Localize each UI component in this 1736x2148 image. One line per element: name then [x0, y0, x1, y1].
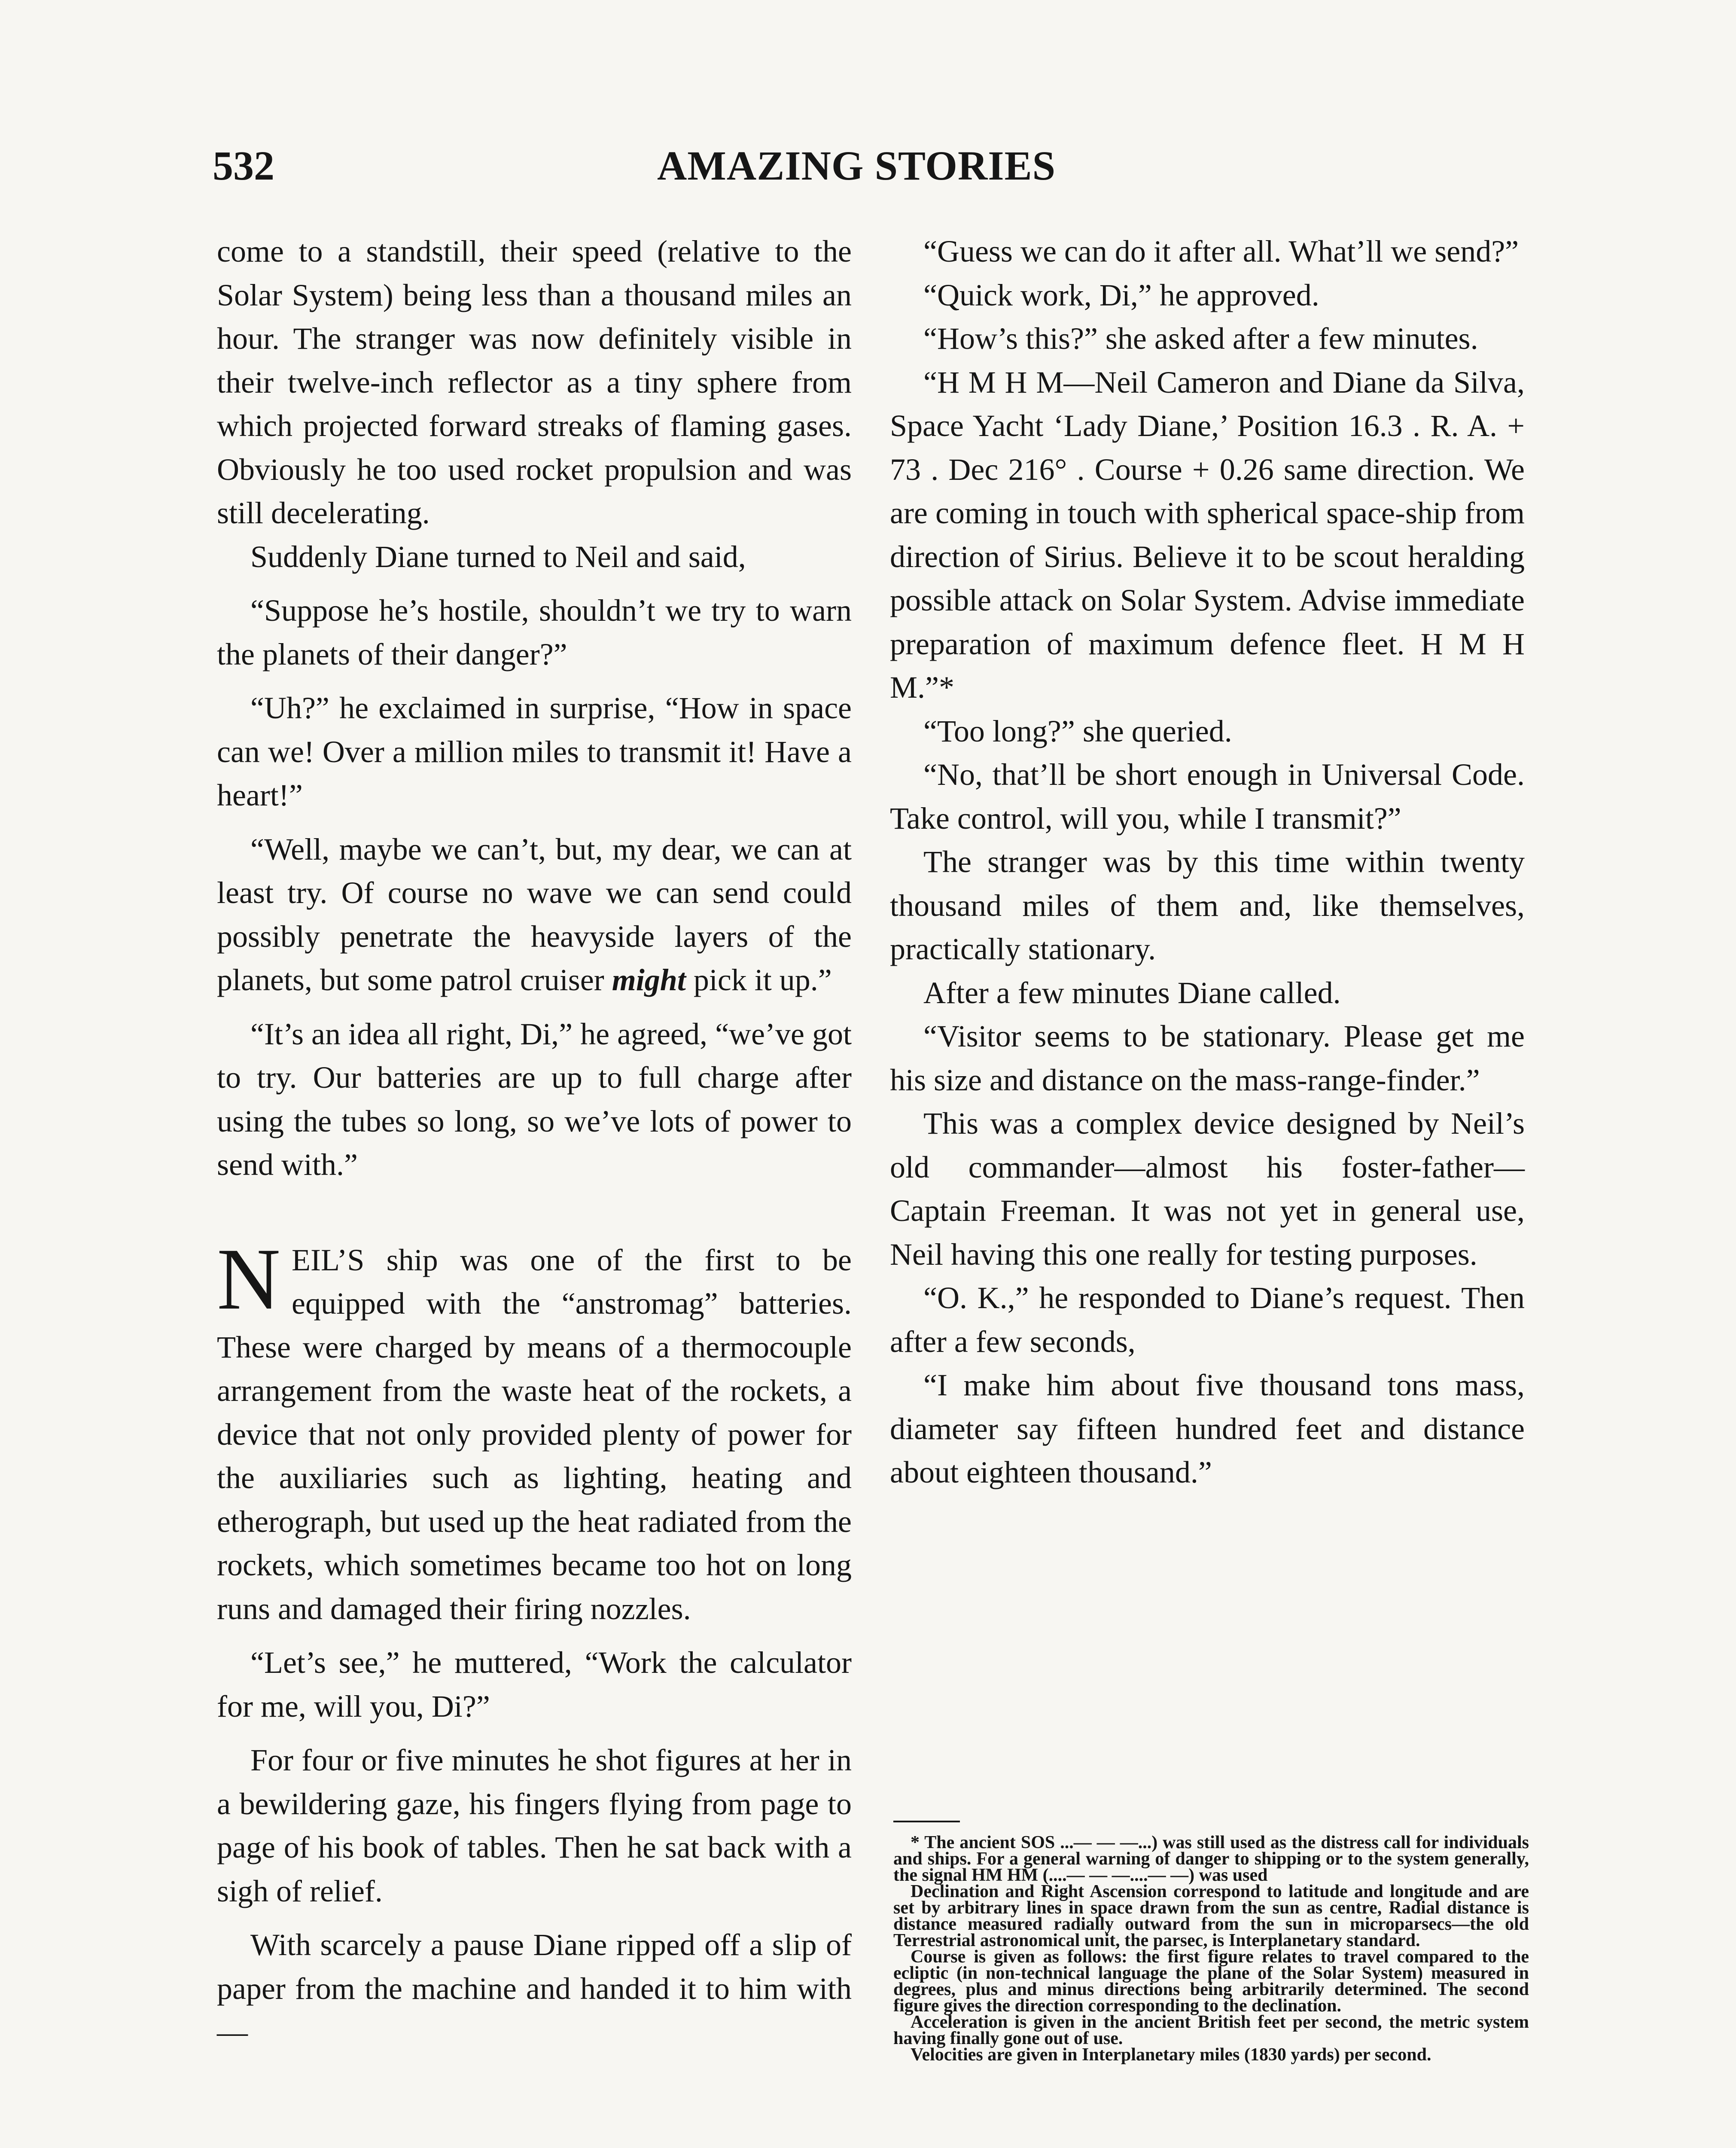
left-column: [217, 230, 852, 2054]
footnote-rule: [893, 1821, 960, 1822]
paragraph: “Quick work, Di,” he approved.: [923, 278, 1319, 312]
footnote: Declination and Right Ascension correspond to latitude and longitude and are set by arbitrary lines in space drawn from the sun as centre, Radial distance is distance measured radially outward from the sun in microparsecs—the old Terrestrial astronomical unit, the parsec, is Interplanetary standard.: [893, 1882, 1529, 1950]
paragraph: “O. K.,” he responded to Diane’s request. Then after a few seconds,: [890, 1281, 1525, 1359]
paragraph: “No, that’ll be short enough in Universal Code. Take control, will you, while I transmit?”: [890, 757, 1525, 836]
page-number: 532: [213, 143, 274, 189]
paragraph: “Suppose he’s hostile, shouldn’t we try to warn the planets of their danger?”: [217, 593, 852, 671]
paragraph: “Visitor seems to be stationary. Please get me his size and distance on the mass-range-finder.”: [890, 1019, 1525, 1097]
right-column: [890, 230, 1525, 1495]
drop-cap: N: [217, 1230, 281, 1328]
paragraph: “H M H M—Neil Cameron and Diane da Silva, Space Yacht ‘Lady Diane,’ Position 16.3 . R. A. + 73 . Dec 216° . Course + 0.26 same direction. We are coming in touch with spherical space-ship from direction of Sirius. Believe it to be scout heralding possible attack on Solar System. Advise immediate preparation of maximum defence fleet. H M H M.”*: [890, 365, 1525, 705]
emphasis-text: might: [612, 963, 686, 997]
paragraph: [217, 828, 852, 1002]
paragraph-text: “Well, maybe we can’t, but, my dear, we can at least try. Of course no wave we can send could possibly penetrate the heavyside layers of the planets, but some patrol cruiser: [217, 832, 852, 997]
paragraph: After a few minutes Diane called.: [923, 975, 1341, 1010]
paragraph-text: EIL’S ship was one of the first to be equipped with the “anstromag” batteries. These were charged by means of a thermocouple arrangement from the waste heat of the rockets, a device that not only provided plenty of power for the auxiliaries such as lighting, heating and etherograph, but used up the heat radiated from the rockets, which sometimes became too hot on long runs and damaged their firing nozzles.: [217, 1242, 852, 1626]
paragraph-text: pick it up.”: [685, 963, 832, 997]
running-title: AMAZING STORIES: [657, 143, 1056, 189]
paragraph: “It’s an idea all right, Di,” he agreed, “we’ve got to try. Our batteries are up to full charge after using the tubes so long, so we’ve lots of power to send with.”: [217, 1016, 852, 1182]
page-header: [213, 142, 1500, 198]
paragraph: “Uh?” he exclaimed in surprise, “How in space can we! Over a million miles to transmit it! Have a heart!”: [217, 691, 852, 812]
paragraph: With scarcely a pause Diane ripped off a slip of paper from the machine and handed it to him with—: [217, 1928, 852, 2049]
section-opening-paragraph: [217, 1230, 852, 1631]
paragraph: “Guess we can do it after all. What’ll we send?”: [923, 234, 1519, 268]
paragraph: Suddenly Diane turned to Neil and said,: [250, 539, 746, 574]
paragraph: For four or five minutes he shot figures at her in a bewildering gaze, his fingers flying from page to page of his book of tables. Then he sat back with a sigh of relief.: [217, 1743, 852, 1908]
paragraph: This was a complex device designed by Neil’s old commander—almost his foster-father—Captain Freeman. It was not yet in general use, Neil having this one really for testing purposes.: [890, 1106, 1525, 1272]
paragraph: The stranger was by this time within twenty thousand miles of them and, like themselves, practically stationary.: [890, 845, 1525, 966]
footnote: * The ancient SOS ...— — —...) was still used as the distress call for individuals and ships. For a general warning of danger to shipping or to the system generally, the signal HM HM (....— — —....— —) was used: [893, 1833, 1529, 1885]
footnote: Acceleration is given in the ancient British feet per second, the metric system having finally gone out of use.: [893, 2012, 1529, 2048]
paragraph: “Let’s see,” he muttered, “Work the calculator for me, will you, Di?”: [217, 1645, 852, 1724]
paragraph: come to a standstill, their speed (relative to the Solar System) being less than a thousand miles an hour. The stranger was now definitely visible in their twelve-inch reflector as a tiny sphere from which projected forward streaks of flaming gases. Obviously he too used rocket propulsion and was still decelerating.: [217, 234, 852, 530]
footnote: Course is given as follows: the first figure relates to travel compared to the ecliptic (in non-technical language the plane of the Solar System) measured in degrees, plus and minus directions being arbitrarily determined. The second figure gives the direction corresponding to the declination.: [893, 1947, 1529, 2016]
paragraph: “How’s this?” she asked after a few minutes.: [923, 321, 1478, 356]
paragraph: “Too long?” she queried.: [923, 714, 1232, 748]
footnotes: [893, 1834, 1529, 2063]
footnote: Velocities are given in Interplanetary miles (1830 yards) per second.: [911, 2045, 1431, 2065]
paragraph: “I make him about five thousand tons mass, diameter say fifteen hundred feet and distance about eighteen thousand.”: [890, 1368, 1525, 1489]
